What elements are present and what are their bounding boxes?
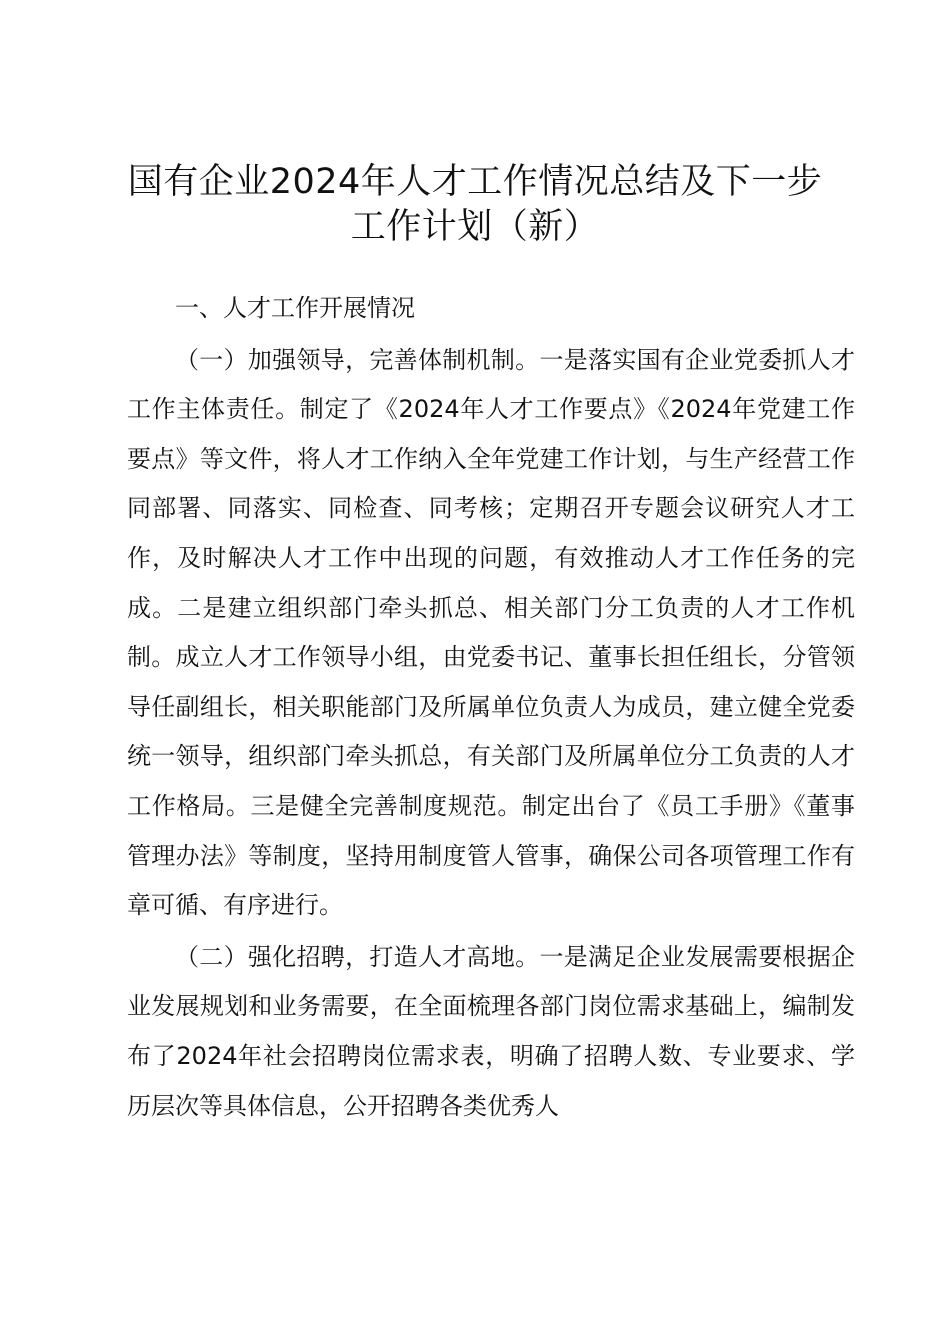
document-body	[127, 284, 855, 1131]
section-heading: 一、人才工作开展情况	[175, 294, 415, 322]
title-line-2: 工作计划（新）	[350, 207, 600, 247]
paragraph-1: （一）加强领导，完善体制机制。一是落实国有企业党委抓人才工作主体责任。制定了《2024年人才工作要点》《2024年党建工作要点》等文件，将人才工作纳入全年党建工作计划，与生产经营工作同部署、同落实、同检查、同考核；定期召开专题会议研究人才工作，及时解决人才工作中出现的问题，有效推动人才工作任务的完成。二是建立组织部门牵头抓总、相关部门分工负责的人才工作机制。成立人才工作领导小组，由党委书记、董事长担任组长，分管领导任副组长，相关职能部门及所属单位负责人为成员，建立健全党委统一领导，组织部门牵头抓总，有关部门及所属单位分工负责的人才工作格局。三是健全完善制度规范。制定出台了《员工手册》《董事管理办法》等制度，坚持用制度管人管事，确保公司各项管理工作有章可循、有序进行。	[127, 345, 855, 920]
document-title	[110, 160, 840, 250]
title-line-1: 国有企业2024年人才工作情况总结及下一步	[127, 162, 823, 202]
paragraph-2: （二）强化招聘，打造人才高地。一是满足企业发展需要根据企业发展规划和业务需要，在全面梳理各部门岗位需求基础上，编制发布了2024年社会招聘岗位需求表，明确了招聘人数、专业要求、学历层次等具体信息，公开招聘各类优秀人	[127, 942, 855, 1120]
